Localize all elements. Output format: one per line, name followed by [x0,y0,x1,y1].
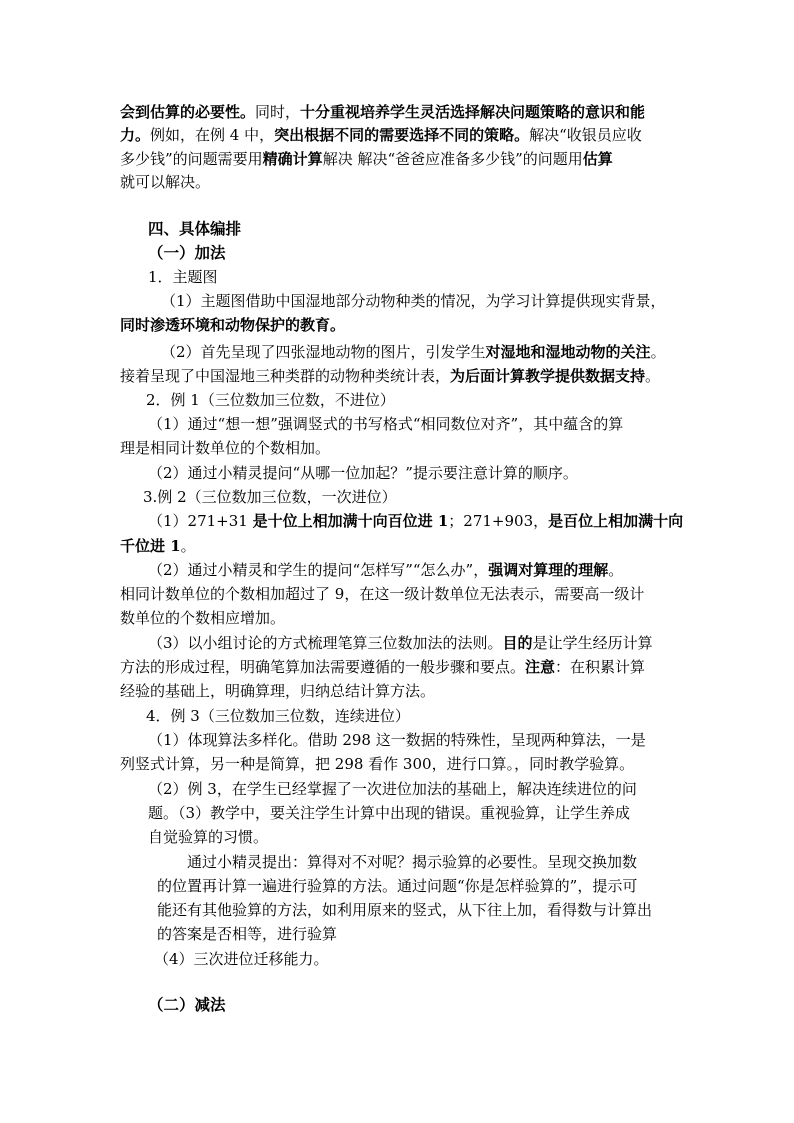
paragraph-line [120,101,645,123]
bold-text: 千位进 1 [120,537,181,555]
text: 例如，在例 4 中， [150,126,275,144]
text: 解决 解决“爸爸应准备多少钱”的问题用 [322,150,583,168]
bold-text: 十分重视培养学生灵活选择解决问题策略的意识和能 [300,103,646,121]
text: ：在积累计算 [555,658,646,676]
paragraph-line: 自觉验算的习惯。 [148,828,269,846]
item-title: 2．例 1（三位数加三位数，不进位） [146,391,395,409]
item-title: 4．例 3（三位数加三位数，连续进位） [146,707,410,725]
item-title: 1．主题图 [148,268,218,286]
paragraph-line: （2）通过小精灵提问“从哪一位加起？”提示要注意计算的顺序。 [148,464,578,482]
bold-text: 强调对算理的理解 [488,561,609,579]
paragraph-line: 经验的基础上，明确算理，归纳总结计算方法。 [120,682,436,700]
text: （2）首先呈现了四张湿地动物的图片，引发学生 [161,343,486,361]
subsection-heading: （二）减法 [148,995,226,1014]
subsection-heading: （一）加法 [148,243,226,262]
paragraph-line [120,535,196,557]
text: 方法的形成过程，明确笔算加法需要遵循的一般步骤和要点。 [120,658,526,676]
text: 同时， [255,103,301,121]
paragraph-line: 列竖式计算，另一种是简算，把 298 看作 300，进行口算。，同时教学验算。 [120,755,635,773]
text: 是让学生经历计算 [532,634,653,652]
bold-text: 会到估算的必要性。 [120,103,256,121]
bold-text: 精确计算 [262,150,323,168]
bold-text: 是百位上相加满十向 [548,512,684,530]
paragraph-line: 能还有其他验算的方法，如利用原来的竖式，从下往上加，看得数与计算出 [157,901,653,919]
text: 。 [645,367,661,385]
section-heading: 四、具体编排 [148,219,242,238]
text: 。 [180,537,196,555]
text: ；271+903， [448,512,549,530]
paragraph-line: 题。（3）教学中，要关注学生计算中出现的错误。重视验算，让学生养成 [148,804,631,822]
paragraph-line: 数单位的个数相应增加。 [120,609,286,627]
text: 多少钱”的问题需要用 [120,150,263,168]
paragraph-line [161,341,666,363]
text: （1）271+31 [148,512,253,530]
bold-text: 为后面计算教学提供数据支持 [450,367,646,385]
paragraph-line: 理是相同计数单位的个数相加。 [120,439,331,457]
paragraph-line [148,510,683,532]
paragraph-line [148,632,653,654]
paragraph-line [120,124,642,146]
paragraph-line: 的答案是否相等，进行验算 [157,925,338,943]
bold-text: 估算 [582,150,613,168]
bold-text: 目的 [502,634,533,652]
item-title: 3.例 2（三位数加三位数，一次进位） [143,488,397,506]
paragraph-line: （4）三次进位迁移能力。 [154,950,329,968]
text: 接着呈现了中国湿地三种类群的动物种类统计表， [120,367,451,385]
paragraph-line: （1）主题图借助中国湿地部分动物种类的情况，为学习计算提供现实背景， [161,292,666,310]
paragraph-line [120,148,613,170]
bold-text: 是十位上相加满十向百位进 1 [252,512,449,530]
text: （3）以小组讨论的方式梳理笔算三位数加法的法则。 [148,634,503,652]
paragraph-line [148,559,623,581]
bold-text: 力。 [120,126,151,144]
paragraph-line: （2）例 3，在学生已经掌握了一次进位加法的基础上，解决连续进位的问 [148,780,637,798]
paragraph-line: （1）通过“想一想”强调竖式的书写格式“相同数位对齐”，其中蕴含的算 [148,415,624,433]
paragraph-line [120,656,645,678]
bold-text: 对湿地和湿地动物的关注 [485,343,651,361]
paragraph-line: 相同计数单位的个数相加超过了 9，在这一级计数单位无法表示，需要高一级计 [120,585,645,603]
text: 。 [608,561,624,579]
paragraph-line: 通过小精灵提出：算得对不对呢？揭示验算的必要性。呈现交换加数 [187,853,638,871]
text: 。 [650,343,666,361]
text: （2）通过小精灵和学生的提问“怎样写”“怎么办”， [148,561,489,579]
paragraph-line: 同时渗透环境和动物保护的教育。 [120,316,346,334]
paragraph-line: 的位置再计算一遍进行验算的方法。通过问题“你是怎样验算的”，提示可 [157,877,638,895]
paragraph-line [120,365,660,387]
paragraph-line: （1）体现算法多样化。借助 298 这一数据的特殊性，呈现两种算法，一是 [148,731,646,749]
paragraph-line: 就可以解决。 [120,173,211,191]
bold-text: 突出根据不同的需要选择不同的策略。 [274,126,530,144]
text: 解决“收银员应收 [529,126,642,144]
bold-text: 注意 [525,658,556,676]
